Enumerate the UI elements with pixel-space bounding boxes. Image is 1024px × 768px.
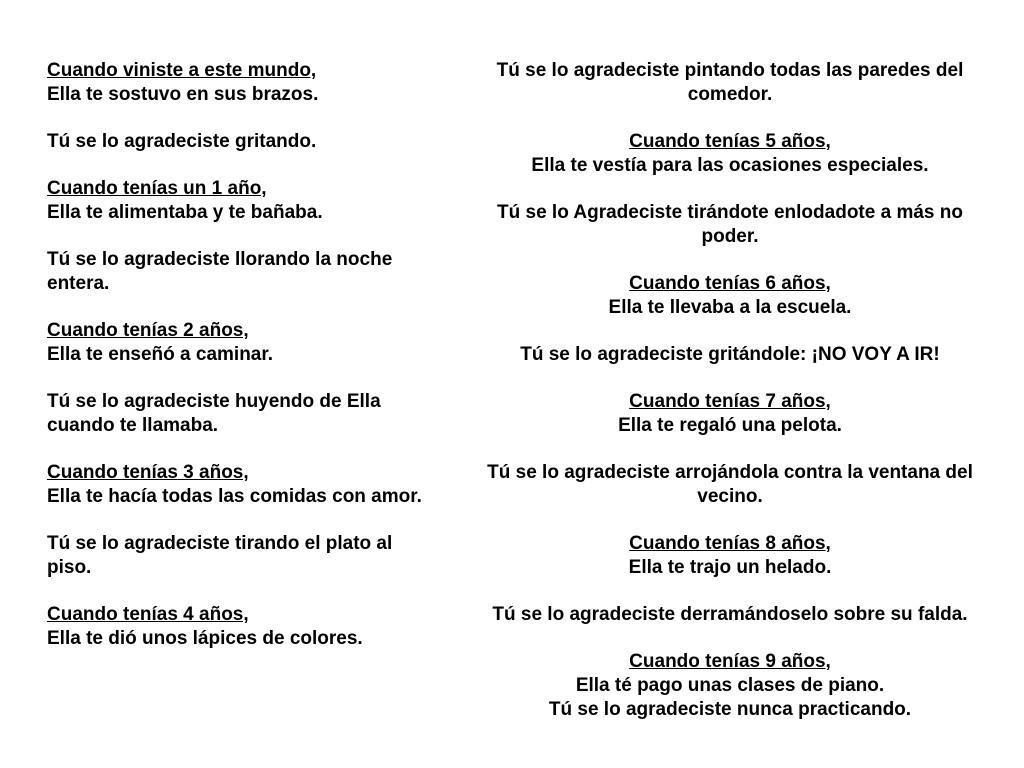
stanza-line: entera. bbox=[47, 273, 110, 294]
stanza-heading: Cuando tenías un 1 año, bbox=[47, 178, 267, 199]
stanza-heading: Cuando tenías 5 años, bbox=[629, 131, 831, 152]
stanza-heading: Cuando viniste a este mundo, bbox=[47, 60, 317, 81]
stanza-line: vecino. bbox=[697, 486, 763, 507]
stanza-line: Ella te regaló una pelota. bbox=[618, 415, 842, 436]
stanza-line: Ella te enseñó a caminar. bbox=[47, 344, 273, 365]
stanza-line: Tú se lo agradeciste gritando. bbox=[47, 131, 317, 152]
stanza-line: comedor. bbox=[687, 84, 773, 105]
left-column bbox=[47, 59, 447, 651]
stanza-line: Tú se lo agradeciste derramándoselo sobre su falda. bbox=[492, 604, 968, 625]
stanza-line: Ella te vestía para las ocasiones especiales. bbox=[531, 155, 929, 176]
stanza-line: poder. bbox=[701, 226, 759, 247]
stanza-line: piso. bbox=[47, 557, 92, 578]
stanza-heading: Cuando tenías 8 años, bbox=[629, 533, 831, 554]
stanza-line: Ella te alimentaba y te bañaba. bbox=[47, 202, 323, 223]
stanza-line: Ella te hacía todas las comidas con amor. bbox=[47, 486, 422, 507]
stanza-heading: Cuando tenías 6 años, bbox=[629, 273, 831, 294]
right-column bbox=[472, 59, 988, 722]
stanza-line: Tú se lo agradeciste nunca practicando. bbox=[548, 699, 912, 720]
stanza-line: Tú se lo agradeciste llorando la noche bbox=[47, 249, 393, 270]
stanza-line: Ella te trajo un helado. bbox=[628, 557, 832, 578]
stanza-line: Ella te sostuvo en sus brazos. bbox=[47, 84, 319, 105]
stanza-line: Tú se lo agradeciste arrojándola contra la ventana del bbox=[487, 462, 973, 483]
stanza-heading: Cuando tenías 2 años, bbox=[47, 320, 249, 341]
stanza-line: Tú se lo agradeciste tirando el plato al bbox=[47, 533, 393, 554]
stanza-heading: Cuando tenías 4 años, bbox=[47, 604, 249, 625]
stanza-heading: Cuando tenías 9 años, bbox=[629, 651, 831, 672]
stanza-heading: Cuando tenías 3 años, bbox=[47, 462, 249, 483]
stanza-line: Tú se lo agradeciste huyendo de Ella bbox=[47, 391, 381, 412]
stanza-line: Tú se lo agradeciste pintando todas las paredes del bbox=[496, 60, 964, 81]
stanza-line: Tú se lo Agradeciste tirándote enlodadote a más no bbox=[497, 202, 963, 223]
stanza-line: Ella té pago unas clases de piano. bbox=[575, 675, 885, 696]
stanza-line: Ella te dió unos lápices de colores. bbox=[47, 628, 363, 649]
stanza-heading: Cuando tenías 7 años, bbox=[629, 391, 831, 412]
stanza-line: Ella te llevaba a la escuela. bbox=[608, 297, 852, 318]
stanza-line: Tú se lo agradeciste gritándole: ¡NO VOY A IR! bbox=[520, 344, 940, 365]
stanza-line: cuando te llamaba. bbox=[47, 415, 219, 436]
